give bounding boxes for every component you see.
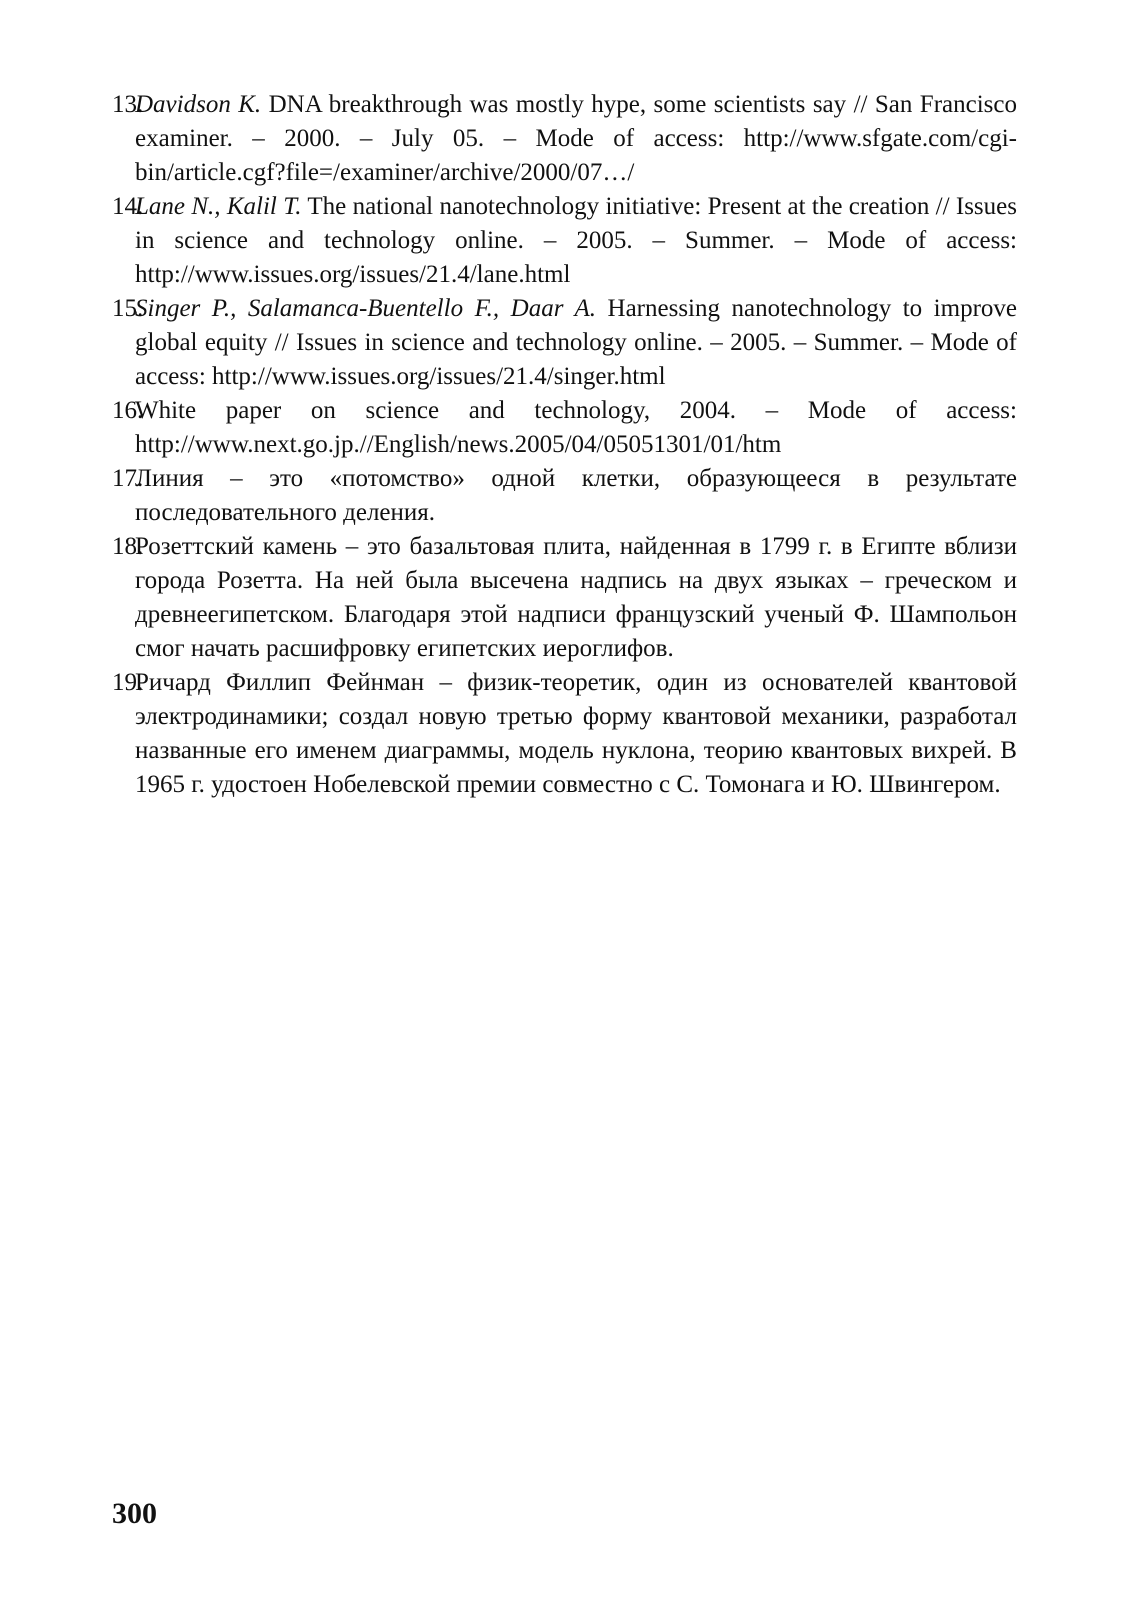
- endnote-text: Harnessing nanotechnology to improve global equity // Issues in science and technology online. – 2005. – Summer. – Mode of access: http://www.issues.org/issues/21.4/singer.html: [135, 295, 1017, 390]
- endnote-number: 16.: [112, 397, 144, 424]
- endnote-number: 19.: [112, 669, 144, 696]
- endnotes-list: [112, 88, 1017, 802]
- endnote-number: 14.: [112, 193, 144, 220]
- endnote-authors: Lane N., Kalil T.: [135, 193, 302, 220]
- endnote-16: [112, 394, 1017, 462]
- endnote-13: [112, 88, 1017, 190]
- endnote-number: 13.: [112, 91, 144, 118]
- endnote-17: [112, 462, 1017, 530]
- page-number: 300: [112, 1497, 157, 1530]
- endnote-text: Розеттский камень – это базальтовая плита, найденная в 1799 г. в Египте вблизи города Розетта. На ней была высечена надпись на двух языках – греческом и древнеегипетском. Благодаря этой надписи французский ученый Ф. Шампольон смог начать расшифровку египетских иероглифов.: [135, 533, 1017, 662]
- endnote-18: [112, 530, 1017, 666]
- endnote-number: 18.: [112, 533, 144, 560]
- endnote-number: 15.: [112, 295, 144, 322]
- endnote-text: White paper on science and technology, 2004. – Mode of access: http://www.next.go.jp.//English/news.2005/04/05051301/01/htm: [135, 397, 1017, 458]
- endnote-15: [112, 292, 1017, 394]
- endnote-text: DNA breakthrough was mostly hype, some scientists say // San Francisco examiner. – 2000. – July 05. – Mode of access: http://www.sfgate.com/cgi-bin/article.cgf?file=/examiner/archive/2000/07…/: [135, 91, 1017, 186]
- endnote-authors: Davidson K.: [135, 91, 262, 118]
- endnote-text: The national nanotechnology initiative: Present at the creation // Issues in science and technology online. – 2005. – Summer. – Mode of access: http://www.issues.org/issues/21.4/lane.html: [135, 193, 1017, 288]
- endnote-text: Ричард Филлип Фейнман – физик-теоретик, один из основателей квантовой электродинамики; создал новую третью форму квантовой механики, разработал названные его именем диаграммы, модель нуклона, теорию квантовых вихрей. В 1965 г. удостоен Нобелевской премии совместно с С. Томонага и Ю. Швингером.: [135, 669, 1017, 798]
- endnote-number: 17.: [112, 465, 144, 492]
- endnote-19: [112, 666, 1017, 802]
- endnote-14: [112, 190, 1017, 292]
- endnote-text: Линия – это «потомство» одной клетки, образующееся в результате последовательного деления.: [135, 465, 1017, 526]
- endnote-authors: Singer P., Salamanca-Buentello F., Daar A.: [135, 295, 597, 322]
